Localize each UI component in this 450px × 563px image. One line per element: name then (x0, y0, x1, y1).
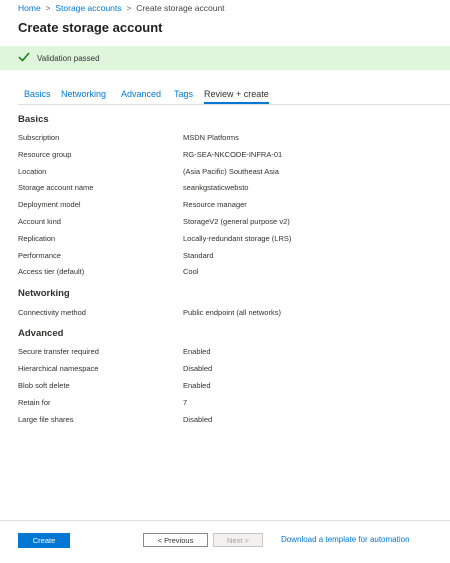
row-label: Subscription (18, 133, 60, 142)
checkmark-icon (18, 49, 30, 67)
tab-tags[interactable]: Tags (174, 89, 194, 99)
row-label: Large file shares (18, 415, 74, 424)
breadcrumb-current: Create storage account (136, 3, 225, 13)
row-value: Disabled (183, 364, 213, 373)
tab-advanced[interactable]: Advanced (121, 89, 162, 99)
breadcrumb-storage-accounts-link[interactable]: Storage accounts (55, 3, 122, 13)
row-value: StorageV2 (general purpose v2) (183, 217, 290, 226)
row-label: Storage account name (18, 183, 94, 192)
row-value: RG-SEA-NKCODE-INFRA-01 (183, 150, 283, 159)
row-value: Locally-redundant storage (LRS) (183, 234, 292, 243)
row-label: Blob soft delete (18, 381, 70, 390)
row-label: Deployment model (18, 200, 81, 209)
row-value: MSDN Platforms (183, 133, 239, 142)
row-value: Standard (183, 251, 214, 260)
breadcrumb-separator-icon: > (126, 3, 132, 13)
row-value: Disabled (183, 415, 213, 424)
row-value: Enabled (183, 381, 211, 390)
breadcrumb-separator-icon: > (45, 3, 51, 13)
next-button[interactable]: Next > (213, 533, 263, 547)
create-button[interactable]: Create (18, 533, 70, 548)
tab-networking[interactable]: Networking (61, 89, 107, 99)
row-value: Public endpoint (all networks) (183, 308, 281, 317)
row-label: Location (18, 167, 47, 176)
page-title: Create storage account (18, 20, 163, 35)
row-value: Enabled (183, 347, 211, 356)
validation-banner (0, 46, 450, 70)
tab-basics[interactable]: Basics (24, 89, 51, 99)
row-label: Retain for (18, 398, 51, 407)
section-title-basics: Basics (18, 114, 49, 125)
footer-divider (0, 520, 450, 521)
row-label: Connectivity method (18, 308, 86, 317)
row-label: Replication (18, 234, 56, 243)
validation-message: Validation passed (37, 53, 100, 63)
previous-button[interactable]: < Previous (143, 533, 208, 547)
row-label: Account kind (18, 217, 61, 226)
row-value: (Asia Pacific) Southeast Asia (183, 167, 279, 176)
tab-review-create[interactable]: Review + create (204, 89, 269, 104)
row-value: 7 (183, 398, 188, 407)
row-label: Hierarchical namespace (18, 364, 99, 373)
row-value: Resource manager (183, 200, 247, 209)
row-label: Secure transfer required (18, 347, 99, 356)
row-value: seankgstaticwebsto (183, 183, 249, 192)
download-template-link[interactable]: Download a template for automation (281, 535, 410, 544)
breadcrumb (18, 3, 225, 13)
section-title-advanced: Advanced (18, 328, 64, 339)
section-title-networking: Networking (18, 288, 70, 299)
row-label: Performance (18, 251, 61, 260)
row-value: Cool (183, 267, 199, 276)
tab-bar (18, 87, 450, 105)
breadcrumb-home-link[interactable]: Home (18, 3, 41, 13)
row-label: Resource group (18, 150, 72, 159)
row-label: Access tier (default) (18, 267, 85, 276)
